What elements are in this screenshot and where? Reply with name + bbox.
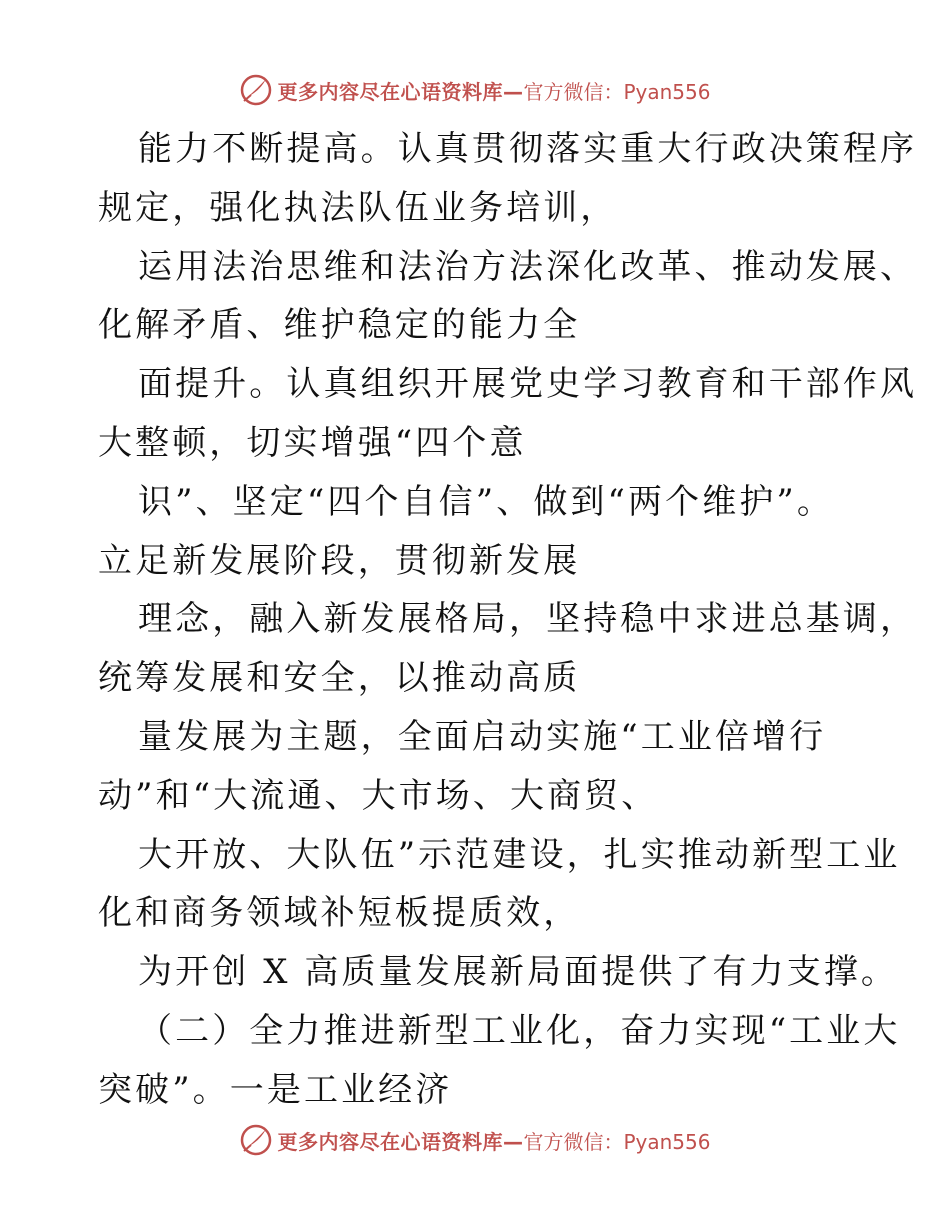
body-line: 面提升。认真组织开展党史学习教育和干部作风 — [138, 364, 918, 405]
body-line: 规定，强化执法队伍业务培训， — [98, 187, 618, 228]
body-line: 为开创 X 高质量发展新局面提供了有力支撑。 — [138, 952, 899, 993]
body-line: 能力不断提高。认真贯彻落实重大行政决策程序 — [138, 129, 918, 169]
body-line: 统筹发展和安全，以推动高质 — [98, 658, 581, 699]
body-line: 动”和“大流通、大市场、大商贸、 — [98, 775, 659, 816]
section-heading-line: （二）全力推进新型工业化，奋力实现“工业大 — [138, 1010, 901, 1051]
footer-banner — [0, 1120, 950, 1160]
header-banner — [0, 70, 950, 110]
document-body — [98, 120, 918, 1120]
body-line: 化解矛盾、维护稳定的能力全 — [98, 305, 581, 346]
banner-wechat-id: 官方微信：Pyan556 — [523, 1129, 711, 1154]
banner-text: 更多内容尽在心语资料库— — [277, 79, 524, 104]
body-line: 识”、坚定“四个自信”、做到“两个维护”。 — [138, 481, 835, 522]
body-line: 化和商务领域补短板提质效， — [98, 893, 581, 934]
body-line: 量发展为主题，全面启动实施“工业倍增行 — [138, 716, 827, 757]
body-line: 突破”。一是工业经济 — [98, 1069, 453, 1110]
quill-pen-logo-icon — [239, 1123, 273, 1157]
quill-pen-logo-icon — [239, 73, 273, 107]
body-line: 理念，融入新发展格局，坚持稳中求进总基调， — [138, 599, 918, 640]
banner-text: 更多内容尽在心语资料库— — [277, 1129, 524, 1154]
body-line: 立足新发展阶段，贯彻新发展 — [98, 540, 581, 581]
body-line: 运用法治思维和法治方法深化改革、推动发展、 — [138, 246, 918, 287]
banner-wechat-id: 官方微信：Pyan556 — [523, 79, 711, 104]
body-line: 大开放、大队伍”示范建设，扎实推动新型工业 — [138, 834, 901, 875]
body-line: 大整顿，切实增强“四个意 — [98, 422, 527, 463]
